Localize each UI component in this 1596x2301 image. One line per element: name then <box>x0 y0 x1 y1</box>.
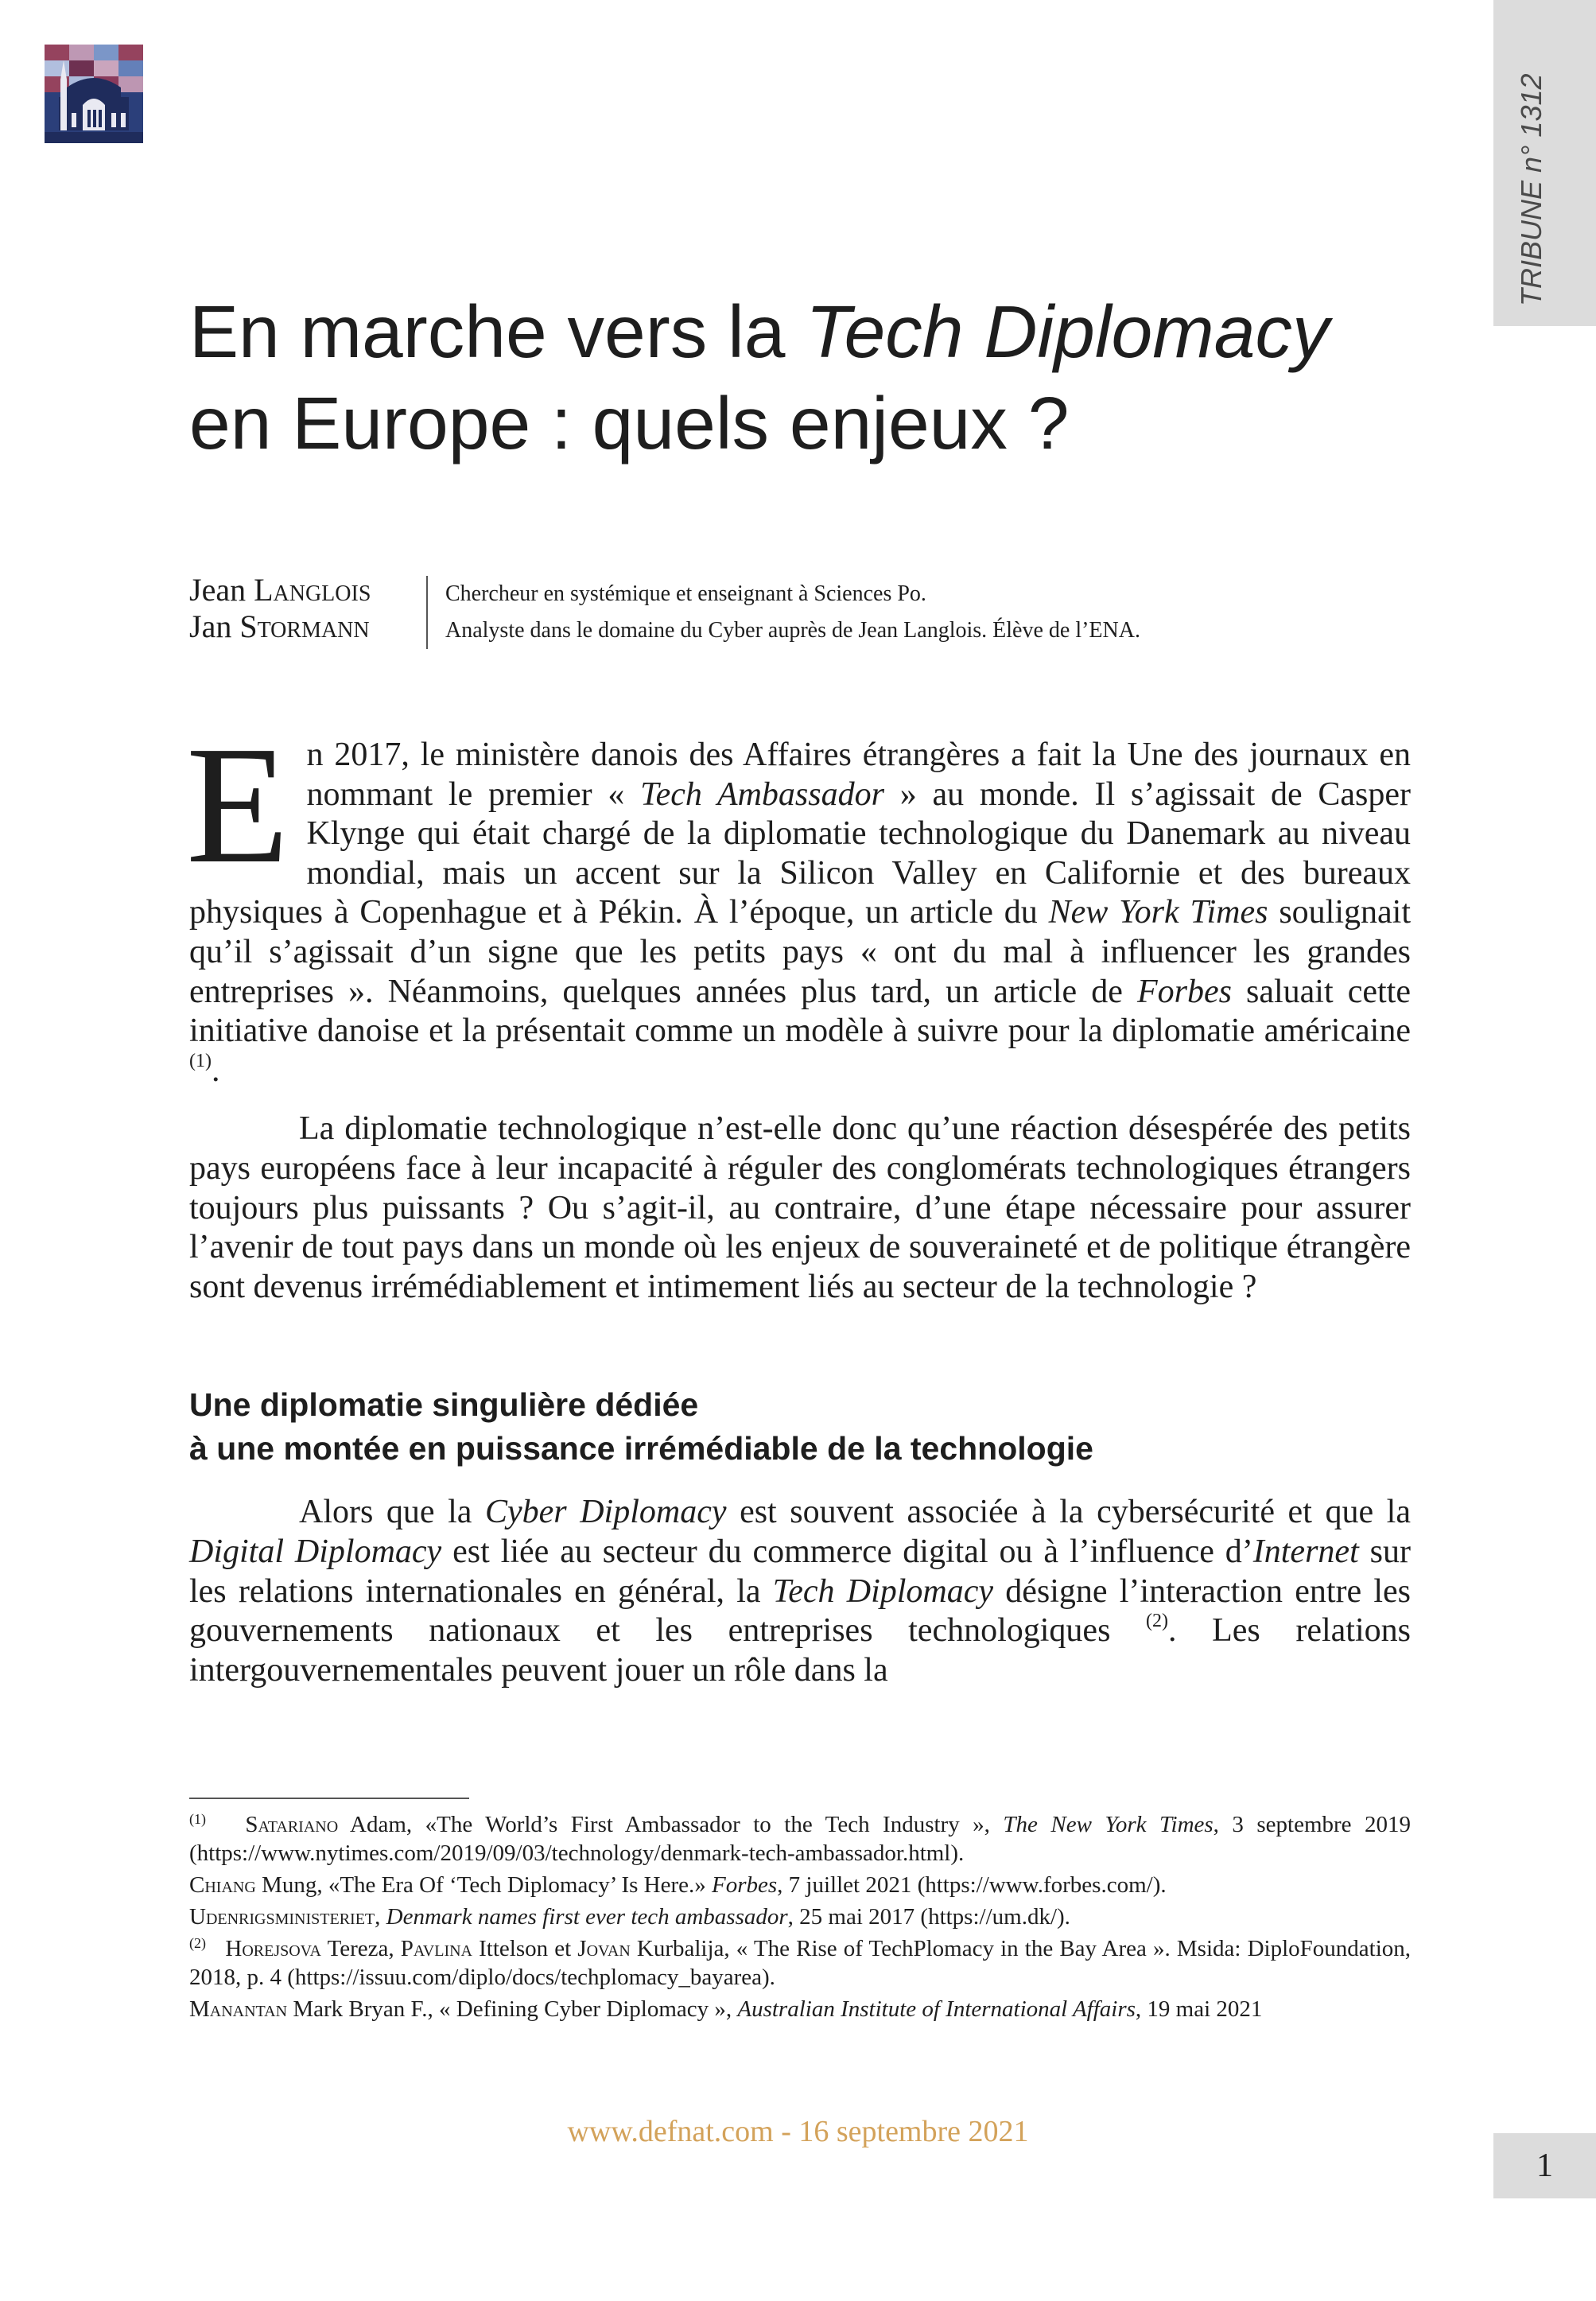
footnote <box>189 1995 1411 2023</box>
paragraph-intro <box>186 711 1412 1090</box>
italic-run: Australian Institute of International Affairs <box>737 1996 1136 2022</box>
text-run: . Les relations intergouvernementales peuvent jouer un rôle dans la <box>189 1612 1411 1689</box>
footnote-author: Manantan <box>189 1996 288 2022</box>
text-run: Ittelson et <box>472 1936 578 1961</box>
text-run: , <box>375 1904 386 1930</box>
footnote-link[interactable]: , 3 septembre 2019 (https://www.nytimes.com/2019/09/03/technology/denmark-tech-ambassador.html). <box>189 1812 1412 1866</box>
footnote-author: Chiang <box>189 1872 256 1898</box>
footnote <box>189 1903 1411 1931</box>
paragraph <box>189 1493 1411 1690</box>
footnote-author: Horejsova <box>225 1936 321 1961</box>
author-row <box>189 608 1398 644</box>
footnotes <box>189 1810 1411 2027</box>
footnote-link[interactable]: , 7 juillet 2021 (https://www.forbes.com/). <box>777 1872 1167 1898</box>
footnote-divider <box>189 1798 469 1799</box>
text-run: Alors que la <box>299 1494 485 1531</box>
text-run: Mark Bryan F., « Defining Cyber Diplomacy », <box>287 1996 738 2022</box>
text-run: saluait cette initiative danoise et la présentait comme un modèle à suivre pour la diplomatie américaine <box>189 973 1411 1050</box>
footnote-author: Jovan <box>577 1936 631 1961</box>
heading-line: à une montée en puissance irrémédiable de la technologie <box>189 1430 1093 1467</box>
logo <box>45 45 143 143</box>
text-run: sur les relations internationales en général, la <box>189 1533 1411 1610</box>
text-run: Adam, «The World’s First Ambassador to the Tech Industry », <box>338 1812 1004 1837</box>
italic-run: The New York Times <box>1003 1812 1214 1837</box>
text-run: est souvent associée à la cybersécurité et que la <box>726 1494 1411 1531</box>
footnote-link[interactable]: , 25 mai 2017 (https://um.dk/). <box>787 1904 1070 1930</box>
page-number: 1 <box>1536 2147 1553 2184</box>
footnote-author: Satariano <box>245 1812 339 1837</box>
text-run: soulignait qu’il s’agissait d’un signe que les petits pays « ont du mal à influencer les grandes entreprises ». Néanmoins, quelques années plus tard, un article de <box>189 894 1412 1010</box>
text-run: » au monde. Il s’agissait de Casper Klynge qui était chargé de la diplomatie technologique du Danemark au niveau mondial, mais un accent sur la Silicon Valley en Californie et des bureaux physiques à Copenhague et à Pékin. À l’époque, un article du <box>189 775 1411 931</box>
footnote <box>189 1871 1411 1899</box>
paragraph: La diplomatie technologique n’est-elle donc qu’une réaction désespérée des petits pays européens face à leur incapacité à réguler des conglomérats technologiques étrangers toujours plus puissants ? Ou s’agit-il, au contraire, d’une étape nécessaire pour assurer l’avenir de tout pays dans un monde où les enjeux de souveraineté et de politique étrangère sont devenus irrémédiablement et intimement liés au secteur de la technologie ? <box>189 1110 1411 1305</box>
footnote-mark: (2) <box>189 1935 206 1951</box>
text-run: n 2017, le ministère danois des Affaires étrangères a fait la Une des journaux en nommant le premier « <box>306 737 1411 813</box>
text-run: Mung, «The Era Of ‘Tech Diplomacy’ Is Here.» <box>255 1872 712 1898</box>
author-role: Analyste dans le domaine du Cyber auprès de Jean Langlois. Élève de l’ENA. <box>426 612 1140 649</box>
italic-run: Forbes <box>1136 973 1232 1010</box>
italic-run: Internet <box>1252 1533 1359 1570</box>
author-name <box>189 608 426 645</box>
italic-run: Denmark names first ever tech ambassador <box>386 1904 788 1930</box>
cathedral-logo-image <box>45 45 143 143</box>
italic-run: Cyber Diplomacy <box>485 1494 727 1531</box>
author-last-name: Stormann <box>239 608 370 644</box>
footnote-author: Udenrigsministeriet <box>189 1904 375 1930</box>
italic-run: Tech Ambassador <box>640 775 884 813</box>
footer-url-date[interactable]: www.defnat.com - 16 septembre 2021 <box>567 2115 1029 2148</box>
footnote-link[interactable]: Kurbalija, « The Rise of TechPlomacy in the Bay Area ». Msida: DiploFoundation, 2018, p. 4 (https://issuu.com/diplo/docs/techplomacy_bayarea). <box>189 1936 1412 1990</box>
italic-run: Tech Diplomacy <box>772 1572 994 1610</box>
authors-block <box>189 571 1398 644</box>
footnote <box>189 1810 1411 1868</box>
text-run: , 19 mai 2021 <box>1135 1996 1263 2022</box>
author-row <box>189 571 1398 608</box>
heading-line: Une diplomatie singulière dédiée <box>189 1386 699 1424</box>
drop-cap: E <box>186 711 289 898</box>
footnote-author: Pavlina <box>400 1936 472 1961</box>
italic-run: Digital Diplomacy <box>189 1533 442 1570</box>
italic-run: New York Times <box>1048 894 1268 931</box>
tribune-label: TRIBUNE n° 1312 <box>1515 73 1547 306</box>
footnote-ref[interactable]: (1) <box>189 1050 212 1071</box>
text-run: désigne l’interaction entre les gouvernements nationaux et les entreprises technologiques <box>189 1572 1411 1650</box>
section-heading <box>189 1383 1411 1471</box>
title-text-1: En marche vers la <box>189 290 806 373</box>
footnote <box>189 1934 1411 1992</box>
title-text-2: en Europe : quels enjeux ? <box>189 382 1070 464</box>
author-role: Chercheur en systémique et enseignant à Sciences Po. <box>426 576 926 612</box>
article-body <box>186 711 1412 1690</box>
italic-run: Forbes <box>711 1872 778 1898</box>
article-title <box>189 286 1446 469</box>
author-name <box>189 571 426 608</box>
text-run: Tereza, <box>320 1936 401 1961</box>
author-last-name: Langlois <box>254 572 371 608</box>
text-run: . <box>211 1051 220 1089</box>
title-italic: Tech Diplomacy <box>806 290 1330 373</box>
author-first-name: Jean <box>189 572 254 608</box>
footnote-mark: (1) <box>189 1811 206 1827</box>
footnote-ref[interactable]: (2) <box>1146 1611 1169 1632</box>
text-run: est liée au secteur du commerce digital ou à l’influence d’ <box>441 1533 1253 1570</box>
page-number-box <box>1493 2133 1596 2198</box>
author-first-name: Jan <box>189 608 240 644</box>
